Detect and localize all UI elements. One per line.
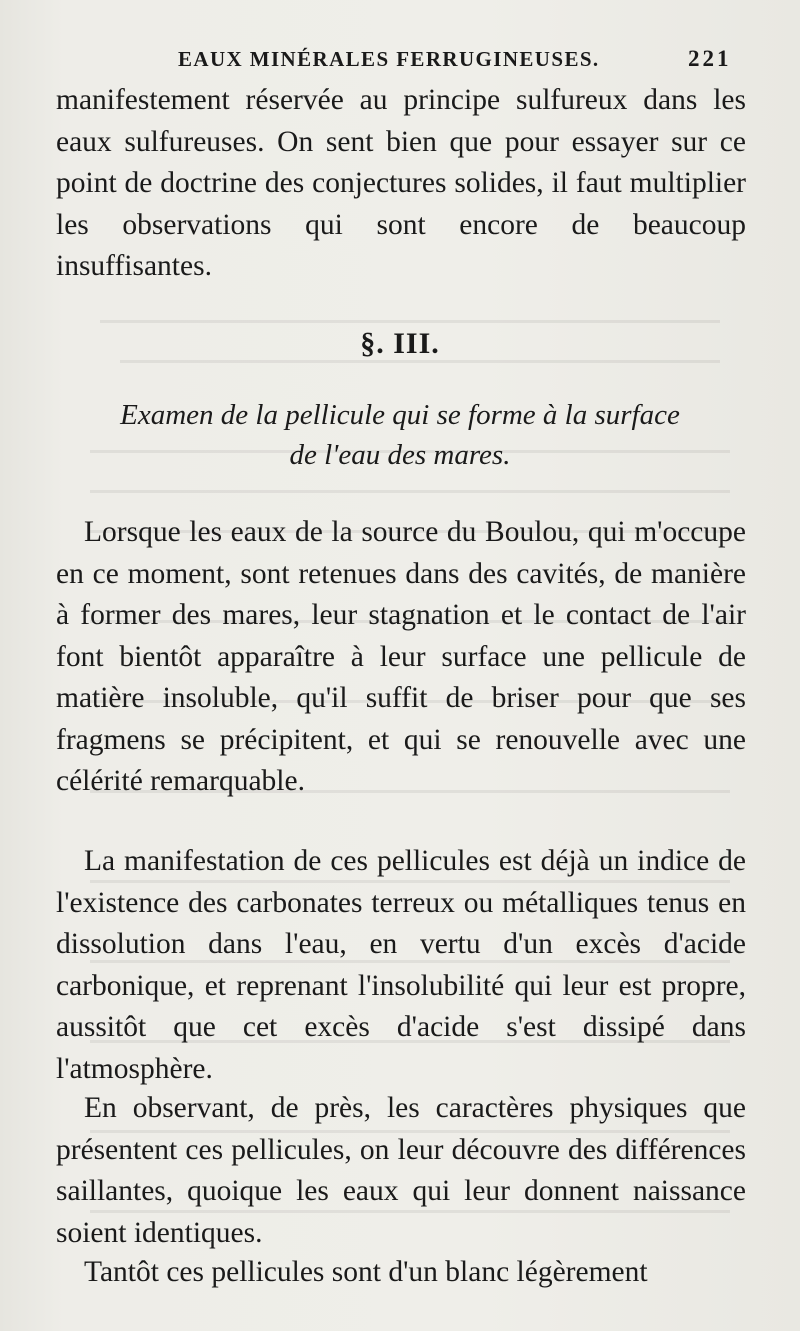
- page-number: 221: [688, 46, 732, 71]
- paragraph-1: Lorsque les eaux de la source du Boulou, qui m'occupe en ce moment, sont retenues dans des cavités, de manière à former des mares, leur stagnation et le contact de l'air font bientôt apparaître à leur surface une pellicule de matière insoluble, qu'il suffit de briser pour que ses fragmens se précipitent, et qui se renouvelle avec une célérité remarquable.: [56, 516, 746, 797]
- section-title: [40, 395, 760, 475]
- section-title-line-2: de l'eau des mares.: [289, 439, 511, 471]
- paragraph-3: En observant, de près, les caractères physiques que présentent ces pellicules, on leur découvre des différences saillantes, quoique les eaux qui leur donnent naissance soient identiques.: [56, 1092, 746, 1249]
- paragraph-2: La manifestation de ces pellicules est déjà un indice de l'existence des carbonates terreux ou métalliques tenus en dissolution dans l'eau, en vertu d'un excès d'acide carbonique, et reprenant l'insolubilité qui leur est propre, aussitôt que cet excès d'acide s'est dissipé dans l'atmosphère.: [56, 845, 746, 1085]
- section-heading: §. III.: [360, 327, 440, 360]
- running-head-title: EAUX MINÉRALES FERRUGINEUSES.: [178, 47, 600, 71]
- section-title-line-1: Examen de la pellicule qui se forme à la surface: [120, 399, 680, 431]
- paragraph-continued: manifestement réservée au principe sulfureux dans les eaux sulfureuses. On sent bien que pour essayer sur ce point de doctrine des conjectures solides, il faut multiplier les observations qui sont encore de beaucoup insuffisantes.: [56, 84, 746, 282]
- running-head: [0, 42, 800, 78]
- paragraph-4: Tantôt ces pellicules sont d'un blanc légèrement: [84, 1256, 648, 1288]
